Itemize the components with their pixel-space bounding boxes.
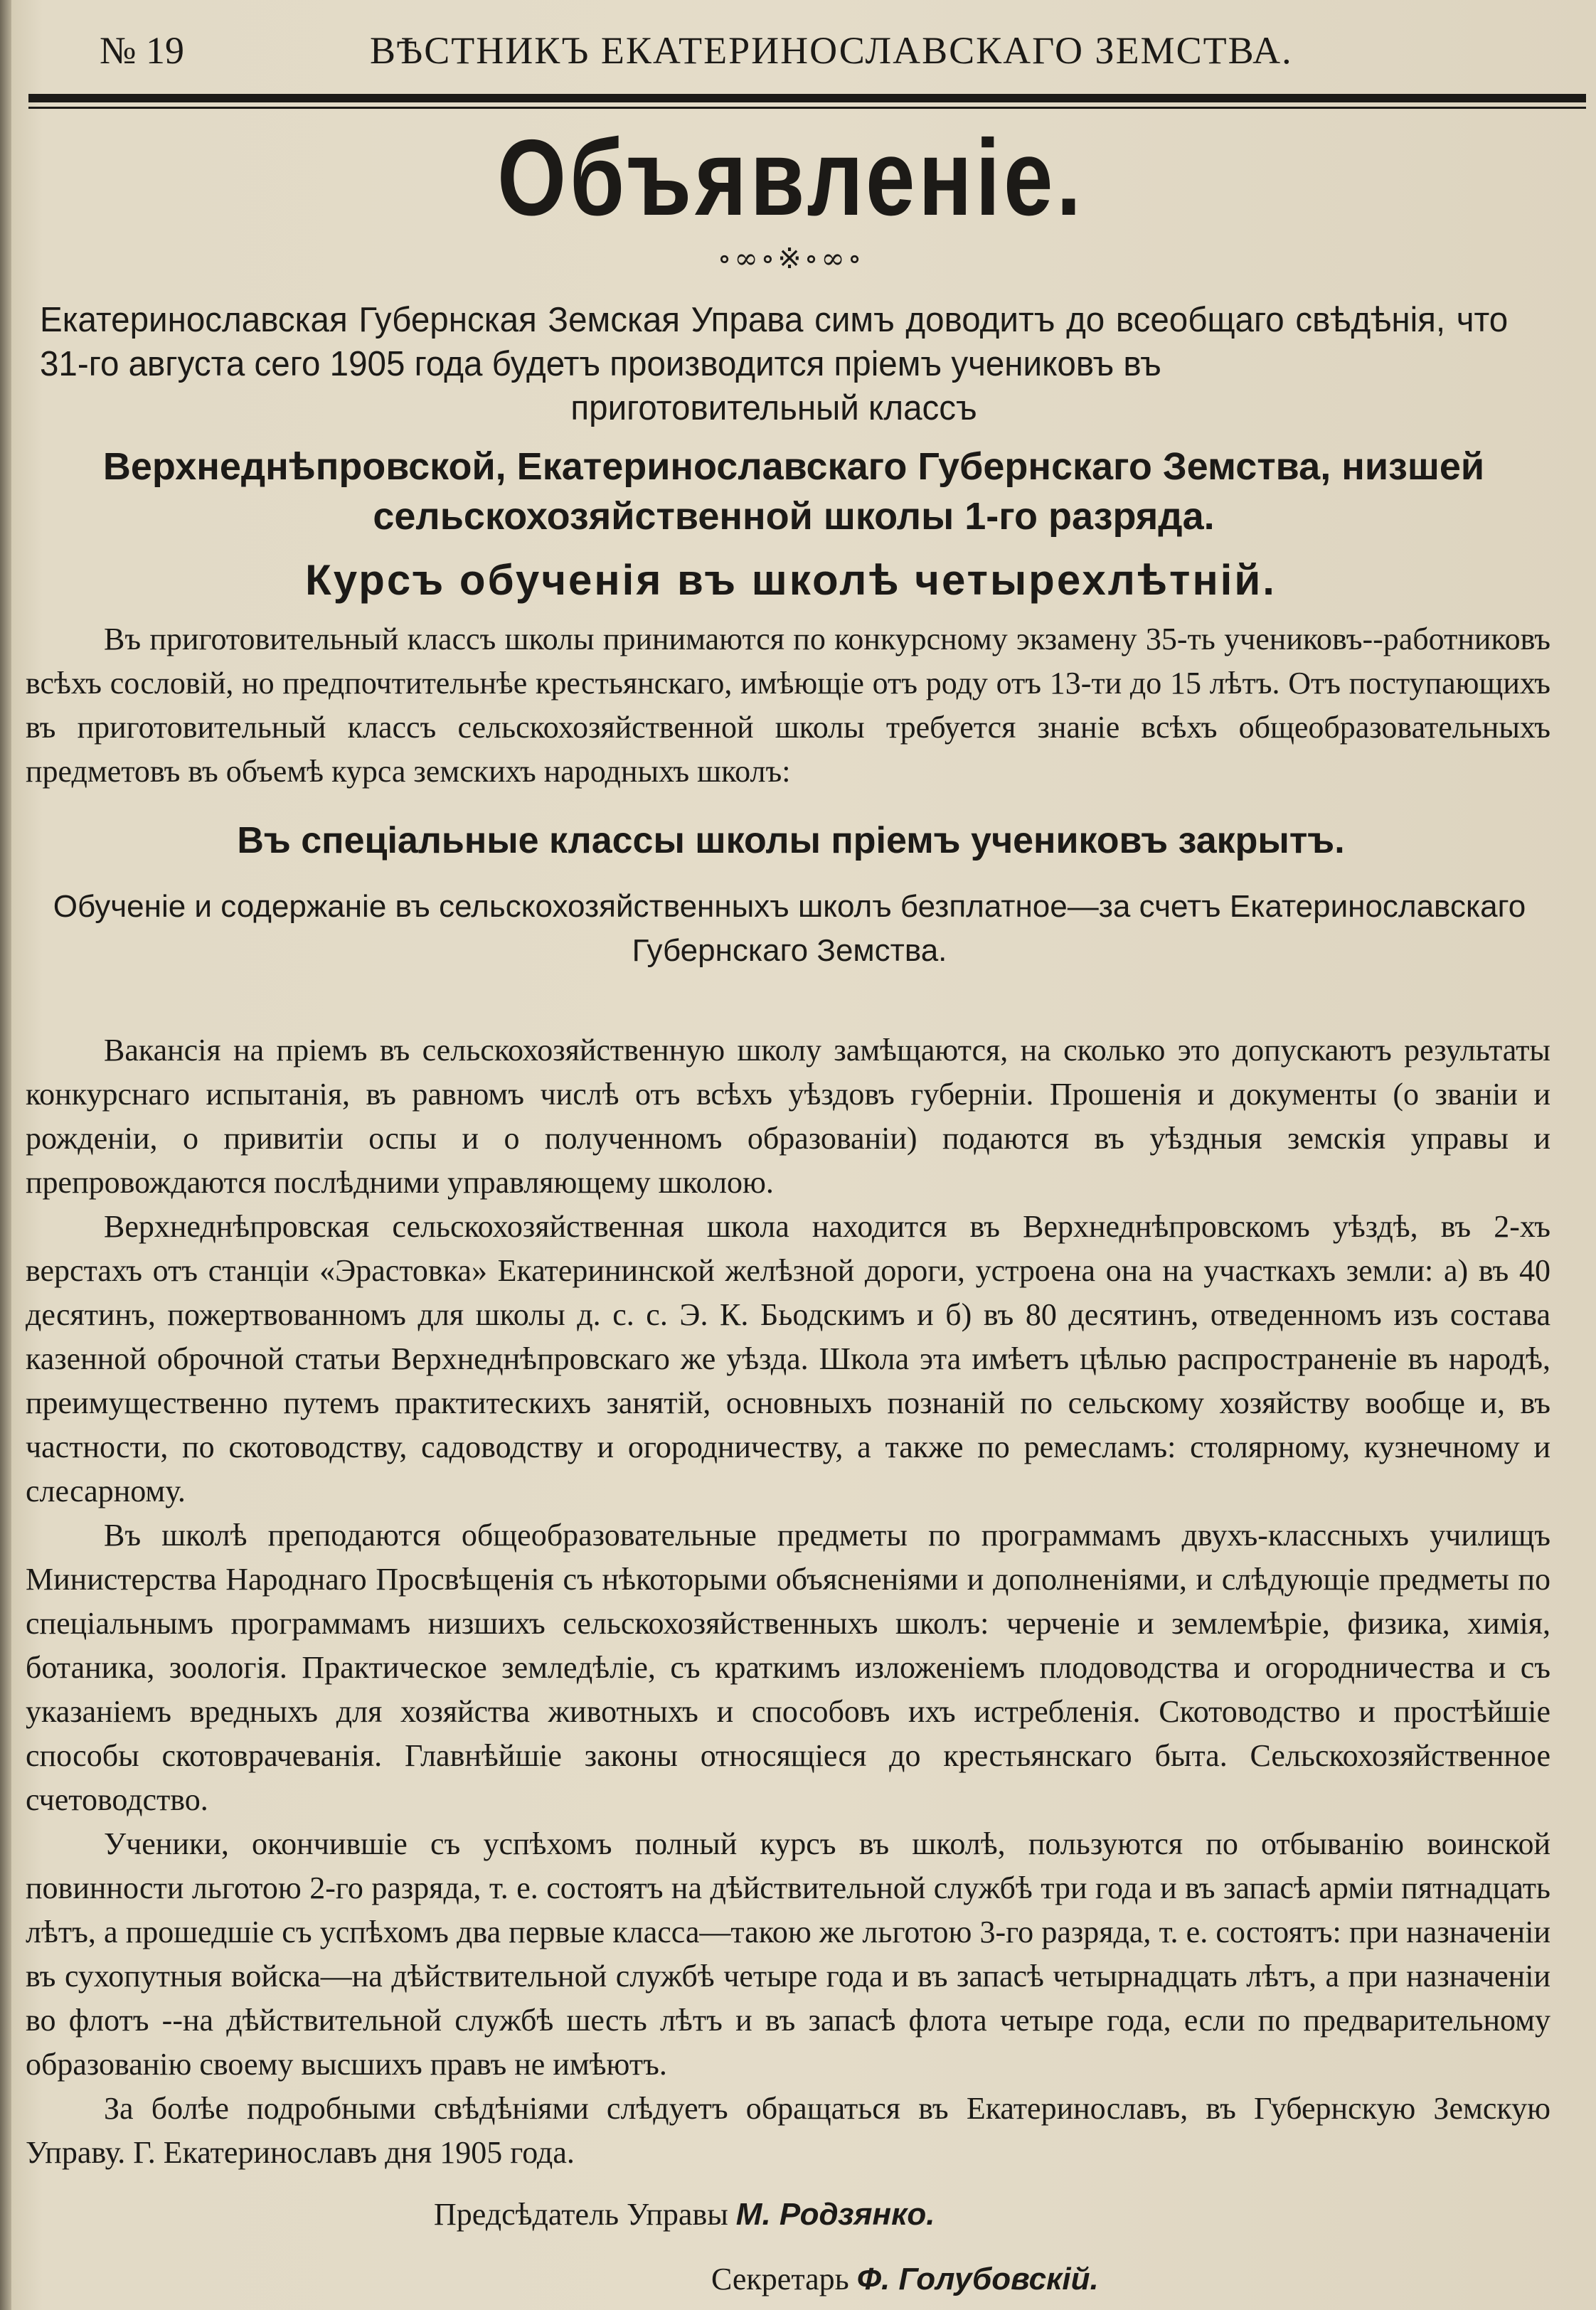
school-name: Верхнеднѣпровской, Екатеринославскаго Губернскаго Земства, низшей сельскохозяйственной школы 1-го разряда. [102, 445, 1485, 538]
chair-label: Предсѣдатель Управы [434, 2197, 728, 2232]
journal-title: ВѢСТНИКЪ ЕКАТЕРИНОСЛАВСКАГО ЗЕМСТВА. [370, 29, 1293, 72]
issue-number: № 19 [100, 29, 185, 72]
paragraph-vacancies: Вакансія на пріемъ въ сельскохозяйственную школу замѣщаются, на сколько это допускаютъ результаты конкурснаго испытанія, въ равномъ числѣ отъ всѣхъ уѣздовъ губерніи. Прошенія и документы (о званіи и рожденіи, о привитіи оспы и о полученномъ образованіи) подаются въ уѣздныя земскія управы и препровождаются послѣдними управляющему школою. [26, 1033, 1550, 1200]
body-section-2 [26, 1028, 1550, 2175]
paragraph-military: Ученики, окончившіе съ успѣхомъ полный курсъ въ школѣ, пользуются по отбыванію воинской повинности льготою 2-го разряда, т. е. состоятъ на дѣйствительной службѣ три года и въ запасѣ арміи пятнадцать лѣтъ, а прошедшіе съ успѣхомъ два первые класса—такою же льготою 3-го разряда, т. е. состоятъ: при назначеніи въ сухопутныя войска—на дѣйствительной службѣ четыре года и въ запасѣ четырнадцать лѣтъ, а при назначеніи во флотъ --на дѣйствительной службѣ шесть лѣтъ и въ запасѣ флота четыре года, если по предварительному образованію своему высшихъ правъ не имѣютъ. [26, 1826, 1550, 2082]
paragraph-subjects: Въ школѣ преподаются общеобразовательные предметы по программамъ двухъ-классныхъ училищъ Министерства Народнаго Просвѣщенія съ нѣкоторыми объясненіями и дополненіями, и слѣдующіе предметы по спеціальнымъ программамъ низшихъ сельскохозяйственныхъ школъ: черченіе и землемѣріе, физика, химія, ботаника, зоологія. Практическое земледѣліе, съ краткимъ изложеніемъ плодоводства и огородничества и съ указаніемъ вредныхъ для хозяйства животныхъ и способовъ ихъ истребленія. Скотоводство и простѣйшіе способы скотоврачеванія. Главнѣйшіе законы относящіеся до крестьянскаго быта. Сельскохозяйственное счетоводство. [26, 1518, 1550, 1817]
announcement-title: Объявленіе. [497, 117, 1085, 238]
lead-text: Екатеринославская Губернская Земская Управа симъ доводитъ до всеобщаго свѣдѣнія, что 31-го августа сего 1905 года будетъ производится пріемъ учениковъ въ [40, 301, 1509, 383]
closed-notice: Въ спеціальные классы школы пріемъ учениковъ закрытъ. [237, 820, 1345, 861]
secretary-name: Ф. Голубовскій. [856, 2262, 1099, 2296]
paragraph-location: Верхнеднѣпровская сельскохозяйственная школа находится въ Верхнеднѣпровскомъ уѣздѣ, въ 2-хъ верстахъ отъ станціи «Эрастовка» Екатерининской желѣзной дороги, устроена она на участкахъ земли: а) въ 40 десятинъ, пожертвованномъ для школы д. с. с. Э. К. Бьодскимъ и б) въ 80 десятинъ, отведенномъ изъ состава казенной оброчной статьи Верхнеднѣпровскаго же уѣзда. Школа эта имѣетъ цѣлью распространеніе въ народѣ, преимущественно путемъ практитескихъ занятій, основныхъ познаній по сельскому хозяйству вообще и, въ частности, по скотоводству, садоводству и огородничеству, а также по ремесламъ: столярному, кузнечному и слесарному. [26, 1209, 1550, 1508]
signature-secretary [711, 2261, 1568, 2297]
page-header [14, 21, 1568, 85]
lead-paragraph [40, 298, 1508, 430]
secretary-label: Секретарь [711, 2262, 849, 2296]
free-notice: Обученіе и содержаніе въ сельскохозяйственныхъ школъ безплатное—за счетъ Екатеринославскаго Губернскаго Земства. [53, 889, 1526, 968]
header-rule-thick [28, 94, 1586, 102]
lead-last-line: приготовительный классъ [570, 389, 977, 427]
header-rule-thin [28, 107, 1586, 109]
binding-spine [0, 0, 11, 2310]
body-section-1 [26, 617, 1550, 794]
paragraph-contact: За болѣе подробными свѣдѣніями слѣдуетъ обращаться въ Екатеринославъ, въ Губернскую Земскую Управу. Г. Екатеринославъ дня 1905 года. [26, 2091, 1550, 2170]
course-heading: Курсъ обученія въ школѣ четырехлѣтній. [305, 556, 1277, 604]
signature-chair [434, 2196, 1568, 2232]
paragraph-admission: Въ приготовительный классъ школы принимаются по конкурсному экзамену 35-ть учениковъ--работниковъ всѣхъ сословій, но предпочтительнѣе крестьянскаго, имѣющіе отъ роду отъ 13-ти до 15 лѣтъ. Отъ поступающихъ въ приготовительный классъ сельскохозяйственной школы требуется знаніе всѣхъ общеобразовательныхъ предметовъ въ объемѣ курса земскихъ народныхъ школъ: [26, 622, 1550, 789]
chair-name: М. Родзянко. [735, 2197, 935, 2232]
ornament-divider: ∘∞∘※∘∞∘ [717, 243, 865, 275]
